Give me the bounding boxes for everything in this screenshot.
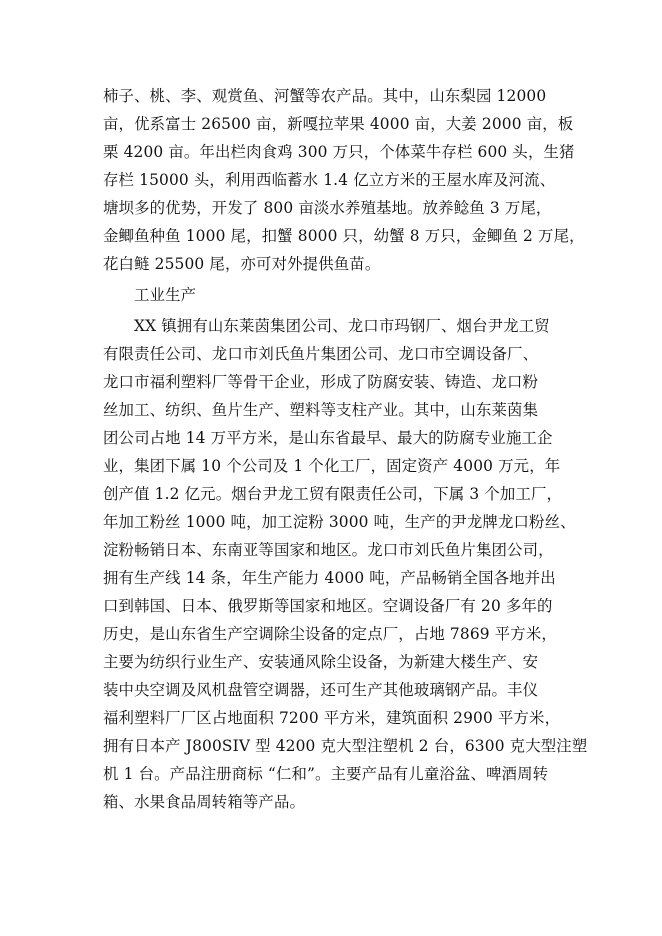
text-line: 拥有生产线 14 条，年生产能力 4000 吨，产品畅销全国各地并出 [103,569,556,587]
text-line: 主要为纺织行业生产、安装通风除尘设备，为新建大楼生产、安 [103,653,539,671]
text-line: 福利塑料厂厂区占地面积 7200 平方米，建筑面积 2900 平方米， [103,709,561,727]
text-line: 装中央空调及风机盘管空调器，还可生产其他玻璃钢产品。丰仪 [103,681,539,699]
text-line: 柿子、桃、李、观赏鱼、河蟹等农产品。其中，山东梨园 12000 [103,87,547,105]
text-line: 机 1 台。产品注册商标 “仁和”。主要产品有儿童浴盆、啤酒周转 [103,765,549,783]
text-line: 花白鲢 25500 尾，亦可对外提供鱼苗。 [103,255,381,273]
text-line: 金鲫鱼种鱼 1000 尾，扣蟹 8000 只，幼蟹 8 万只，金鲫鱼 2 万尾， [103,227,585,245]
text-line: 业，集团下属 10 个公司及 1 个化工厂，固定资产 4000 万元，年 [103,457,561,475]
text-line: 龙口市福利塑料厂等骨干企业，形成了防腐安装、铸造、龙口粉 [103,373,539,391]
text-line: 有限责任公司、龙口市刘氏鱼片集团公司、龙口市空调设备厂、 [103,345,539,363]
section-heading: 工业生产 [134,286,197,304]
text-line: XX 镇拥有山东莱茵集团公司、龙口市玛钢厂、烟台尹龙工贸 [134,317,550,335]
text-line: 拥有日本产 J800SIV 型 4200 克大型注塑机 2 台，6300 克大型注塑 [103,737,588,755]
text-line: 塘坝多的优势，开发了 800 亩淡水养殖基地。放养鲶鱼 3 万尾， [103,199,552,217]
text-line: 历史，是山东省生产空调除尘设备的定点厂，占地 7869 平方米， [103,625,557,643]
text-line: 年加工粉丝 1000 吨，加工淀粉 3000 吨，生产的尹龙牌龙口粉丝、 [103,513,576,531]
text-line: 存栏 15000 头，利用西临蓄水 1.4 亿立方米的王屋水库及河流、 [103,171,556,189]
text-line: 亩，优系富士 26500 亩，新嘎拉苹果 4000 亩，大姜 2000 亩，板 [103,115,574,133]
text-line: 口到韩国、日本、俄罗斯等国家和地区。空调设备厂有 20 多年的 [103,597,553,615]
text-line: 丝加工、纺织、鱼片生产、塑料等支柱产业。其中，山东莱茵集 [103,401,539,419]
text-line: 团公司占地 14 万平方米，是山东省最早、最大的防腐专业施工企 [103,429,553,447]
text-line: 箱、水果食品周转箱等产品。 [103,793,306,811]
text-line: 淀粉畅销日本、东南亚等国家和地区。龙口市刘氏鱼片集团公司， [103,541,554,559]
text-line: 栗 4200 亩。年出栏肉食鸡 300 万只，个体菜牛存栏 600 头，生猪 [103,143,575,161]
text-line: 创产值 1.2 亿元。烟台尹龙工贸有限责任公司，下属 3 个加工厂， [103,485,563,503]
